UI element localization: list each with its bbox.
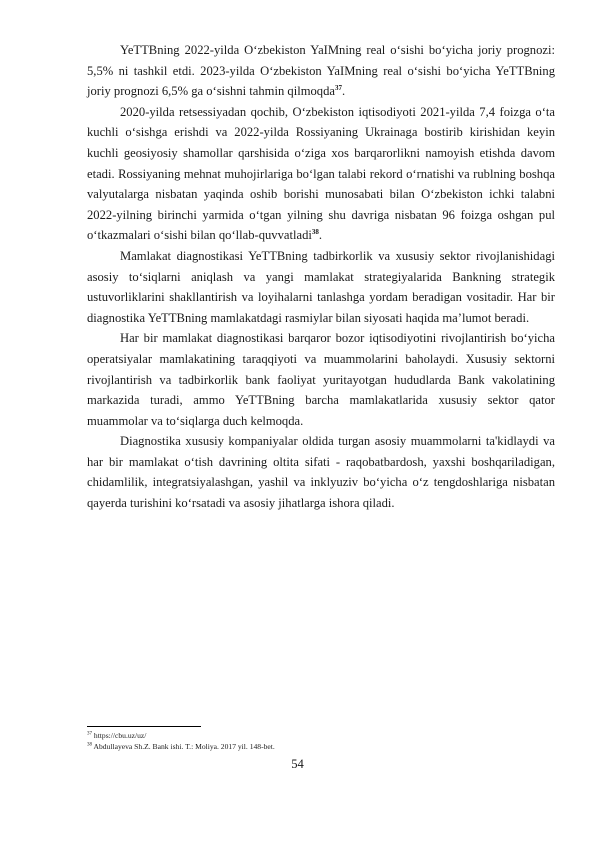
paragraph-3-text: Mamlakat diagnostikasi YeTTBning tadbirkorlik va xususiy sektor rivojlanishidagi asosiy to‘siqlarni aniqlash va yangi mamlakat strategiyalarida Bankning strategik ustuvorliklarini shakllantirish va loyihalarni tanlashga yordam beradigan vositadir. Har bir diagnostika YeTTBning mamlakatdagi rasmiylar bilan siyosati haqida ma’lumot beradi. (87, 248, 555, 325)
paragraph-2-text: 2020-yilda retsessiyadan qochib, O‘zbekiston iqtisodiyoti 2021-yilda 7,4 foizga o‘ta kuchli o‘sishga erishdi va 2022-yilda Rossiyaning Ukrainaga bostirib kirishidan keyin kuchli geosiyosiy shamollar qarshisida o‘ziga xos barqarorlikni namoyish etishda davom etadi. Rossiyaning mehnat muhojirlariga bo‘lgan talabi rekord o‘rnatishi va rublning boshqa valyutalarga nisbatan yaqinda oshib borishi munosabati bilan O‘zbekiston ichki talabni 2022-yilning birinchi yarmida o‘tgan yilning shu davriga nisbatan 96 foizga oshgan pul o‘tkazmalari o‘sishi bilan qo‘llab-quvvatladi (87, 104, 555, 243)
paragraph-2-tail: . (318, 228, 323, 243)
body-text (87, 40, 555, 514)
footnotes (87, 726, 555, 752)
paragraph-2 (87, 102, 555, 246)
footnote-divider (87, 726, 201, 727)
footnote-number-37: 37 (87, 731, 92, 737)
paragraph-4 (87, 328, 555, 431)
paragraph-1-tail: . (342, 84, 346, 99)
footnote-38 (87, 741, 555, 752)
paragraph-5-text: Diagnostika xususiy kompaniyalar oldida turgan asosiy muammolarni ta'kidlaydi va har bir mamlakat o‘tish davrining oltita sifati - raqobatbardosh, yaxshi boshqariladigan, chidamlilik, integratsiyalashgan, yashil va inklyuziv bo‘yicha o‘z tengdoshlariga nisbatan qayerda turishini ko‘rsatadi va asosiy jihatlarga ishora qiladi. (87, 434, 555, 511)
footnote-text-38: Abdullayeva Sh.Z. Bank ishi. T.: Moliya. 2017 yil. 148-bet. (92, 742, 275, 751)
paragraph-1 (87, 40, 555, 102)
footnote-ref-37[interactable]: 37 (335, 84, 342, 92)
paragraph-4-text: Har bir mamlakat diagnostikasi barqaror bozor iqtisodiyotini rivojlantirish bo‘yicha operatsiyalar mamlakatining taraqqiyoti va muammolarini baholaydi. Xususiy sektorni rivojlantirish va tadbirkorlik bank faoliyat yuritayotgan hududlarda Bank vakolatining markazida turadi, ammo YeTTBning barcha mamlakatlarida xususiy sektor qator muammolar va to‘siqlarga duch kelmoqda. (87, 331, 555, 428)
paragraph-5 (87, 431, 555, 513)
paragraph-3 (87, 246, 555, 328)
footnote-ref-38[interactable]: 38 (311, 228, 319, 237)
footnote-37 (87, 730, 555, 741)
paragraph-1-text: YeTTBning 2022-yilda O‘zbekiston YaIMning real o‘sishi bo‘yicha joriy prognozi: 5,5% ni tashkil etdi. 2023-yilda O‘zbekiston YaIMning real o‘sishi bo‘yicha YeTTBning joriy prognozi 6,5% ga o‘sishni tahmin qilmoqda (87, 43, 555, 99)
footnote-text-37[interactable]: https://cbu.uz/uz/ (92, 731, 147, 740)
page-number: 54 (291, 757, 304, 771)
footnote-number-38: 38 (87, 742, 92, 748)
